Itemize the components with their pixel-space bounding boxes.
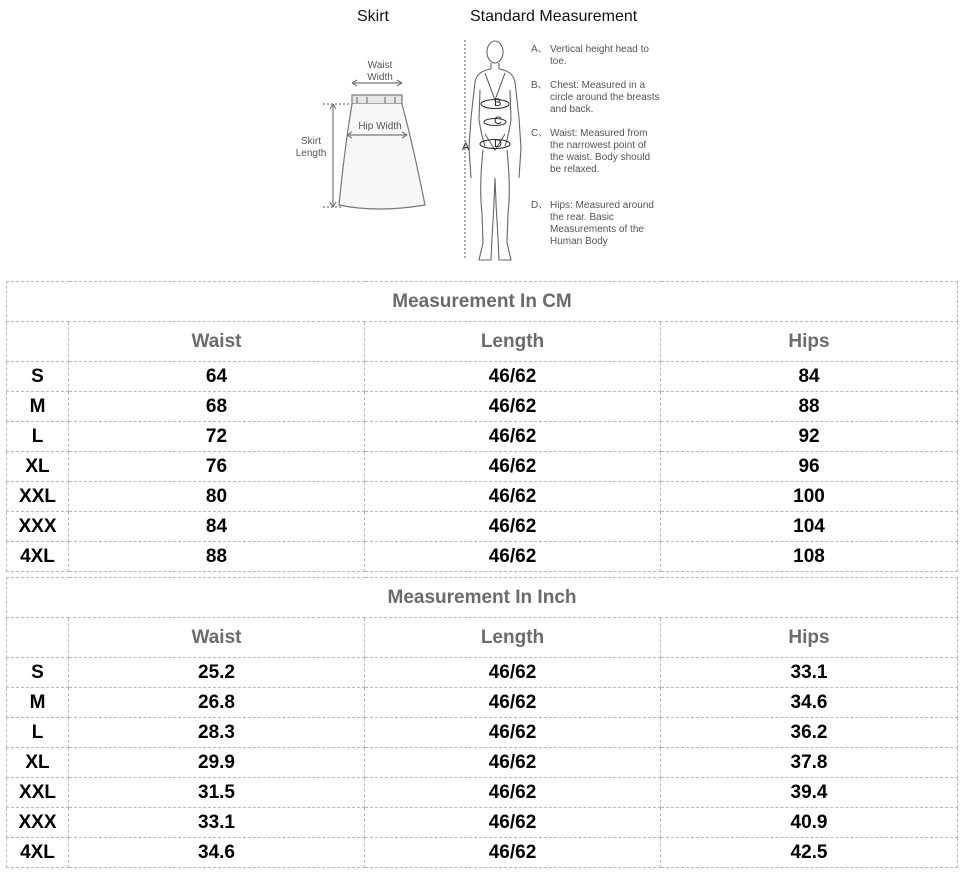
note-height bbox=[531, 44, 661, 68]
note-text: Chest: Measured in a circle around the breasts and back. bbox=[550, 80, 660, 115]
table-row bbox=[7, 362, 958, 392]
table-row bbox=[7, 748, 958, 778]
value-cell: 96 bbox=[661, 452, 958, 482]
header-cell: Hips bbox=[661, 618, 958, 658]
size-cell: XXL bbox=[7, 482, 69, 512]
table-row bbox=[7, 482, 958, 512]
waist-marker-c: C bbox=[494, 115, 502, 127]
value-cell: 46/62 bbox=[365, 392, 661, 422]
value-cell: 92 bbox=[661, 422, 958, 452]
standard-measurement-heading: Standard Measurement bbox=[470, 8, 638, 25]
value-cell: 100 bbox=[661, 482, 958, 512]
table-row bbox=[7, 838, 958, 868]
note-text: Vertical height head to toe. bbox=[550, 44, 649, 67]
skirt-length-label: Skirt Length bbox=[295, 136, 327, 159]
value-cell: 40.9 bbox=[661, 808, 958, 838]
value-cell: 84 bbox=[69, 512, 365, 542]
value-cell: 46/62 bbox=[365, 658, 661, 688]
value-cell: 72 bbox=[69, 422, 365, 452]
size-cell: XXX bbox=[7, 512, 69, 542]
hips-marker-d: D bbox=[494, 138, 502, 150]
value-cell: 64 bbox=[69, 362, 365, 392]
height-marker-a: A bbox=[462, 141, 470, 153]
table-header-row bbox=[7, 618, 958, 658]
body-figure-icon bbox=[455, 38, 535, 270]
table-row bbox=[7, 512, 958, 542]
table-row bbox=[7, 542, 958, 572]
table-row bbox=[7, 658, 958, 688]
value-cell: 36.2 bbox=[661, 718, 958, 748]
size-cell: 4XL bbox=[7, 838, 69, 868]
value-cell: 28.3 bbox=[69, 718, 365, 748]
size-cell: M bbox=[7, 688, 69, 718]
table-row bbox=[7, 808, 958, 838]
value-cell: 46/62 bbox=[365, 422, 661, 452]
value-cell: 46/62 bbox=[365, 452, 661, 482]
value-cell: 46/62 bbox=[365, 542, 661, 572]
value-cell: 76 bbox=[69, 452, 365, 482]
table-title: Measurement In CM bbox=[7, 282, 958, 322]
note-key: D、 bbox=[531, 200, 549, 211]
value-cell: 37.8 bbox=[661, 748, 958, 778]
value-cell: 34.6 bbox=[661, 688, 958, 718]
size-cell: XL bbox=[7, 452, 69, 482]
size-cell: XL bbox=[7, 748, 69, 778]
value-cell: 33.1 bbox=[69, 808, 365, 838]
value-cell: 46/62 bbox=[365, 688, 661, 718]
header-cell: Waist bbox=[69, 618, 365, 658]
skirt-hip-width-label: Hip Width bbox=[358, 121, 402, 132]
table-row bbox=[7, 778, 958, 808]
size-cell: XXL bbox=[7, 778, 69, 808]
value-cell: 88 bbox=[69, 542, 365, 572]
value-cell: 46/62 bbox=[365, 362, 661, 392]
size-cell: S bbox=[7, 362, 69, 392]
table-header-row bbox=[7, 322, 958, 362]
value-cell: 26.8 bbox=[69, 688, 365, 718]
table-row bbox=[7, 688, 958, 718]
chest-marker-b: B bbox=[494, 97, 502, 109]
note-waist bbox=[531, 128, 661, 176]
value-cell: 84 bbox=[661, 362, 958, 392]
header-cell bbox=[7, 618, 69, 658]
size-guide-illustration bbox=[0, 0, 962, 276]
note-chest bbox=[531, 80, 661, 116]
cm-size-table bbox=[6, 281, 958, 572]
size-cell: M bbox=[7, 392, 69, 422]
value-cell: 80 bbox=[69, 482, 365, 512]
value-cell: 68 bbox=[69, 392, 365, 422]
value-cell: 46/62 bbox=[365, 778, 661, 808]
size-cell: L bbox=[7, 422, 69, 452]
header-cell: Waist bbox=[69, 322, 365, 362]
value-cell: 29.9 bbox=[69, 748, 365, 778]
header-cell: Length bbox=[365, 618, 661, 658]
value-cell: 34.6 bbox=[69, 838, 365, 868]
value-cell: 46/62 bbox=[365, 748, 661, 778]
header-cell: Length bbox=[365, 322, 661, 362]
value-cell: 46/62 bbox=[365, 808, 661, 838]
note-text: Hips: Measured around the rear. Basic Measurements of the Human Body bbox=[550, 200, 654, 247]
size-cell: S bbox=[7, 658, 69, 688]
value-cell: 104 bbox=[661, 512, 958, 542]
table-row bbox=[7, 718, 958, 748]
note-key: C、 bbox=[531, 128, 549, 139]
value-cell: 33.1 bbox=[661, 658, 958, 688]
value-cell: 42.5 bbox=[661, 838, 958, 868]
note-hips bbox=[531, 200, 661, 248]
value-cell: 39.4 bbox=[661, 778, 958, 808]
value-cell: 25.2 bbox=[69, 658, 365, 688]
value-cell: 31.5 bbox=[69, 778, 365, 808]
size-cell: L bbox=[7, 718, 69, 748]
size-cell: XXX bbox=[7, 808, 69, 838]
value-cell: 46/62 bbox=[365, 838, 661, 868]
note-key: B、 bbox=[531, 80, 548, 91]
skirt-heading: Skirt bbox=[357, 8, 389, 25]
note-text: Waist: Measured from the narrowest point of the waist. Body should be relaxed. bbox=[550, 128, 651, 175]
table-title: Measurement In Inch bbox=[7, 578, 958, 618]
value-cell: 46/62 bbox=[365, 482, 661, 512]
header-cell: Hips bbox=[661, 322, 958, 362]
value-cell: 108 bbox=[661, 542, 958, 572]
skirt-waist-width-label: Waist Width bbox=[367, 60, 393, 83]
table-row bbox=[7, 452, 958, 482]
header-cell bbox=[7, 322, 69, 362]
inch-size-table bbox=[6, 577, 958, 868]
value-cell: 88 bbox=[661, 392, 958, 422]
size-cell: 4XL bbox=[7, 542, 69, 572]
value-cell: 46/62 bbox=[365, 512, 661, 542]
table-row bbox=[7, 422, 958, 452]
table-row bbox=[7, 392, 958, 422]
note-key: A、 bbox=[531, 44, 548, 55]
value-cell: 46/62 bbox=[365, 718, 661, 748]
